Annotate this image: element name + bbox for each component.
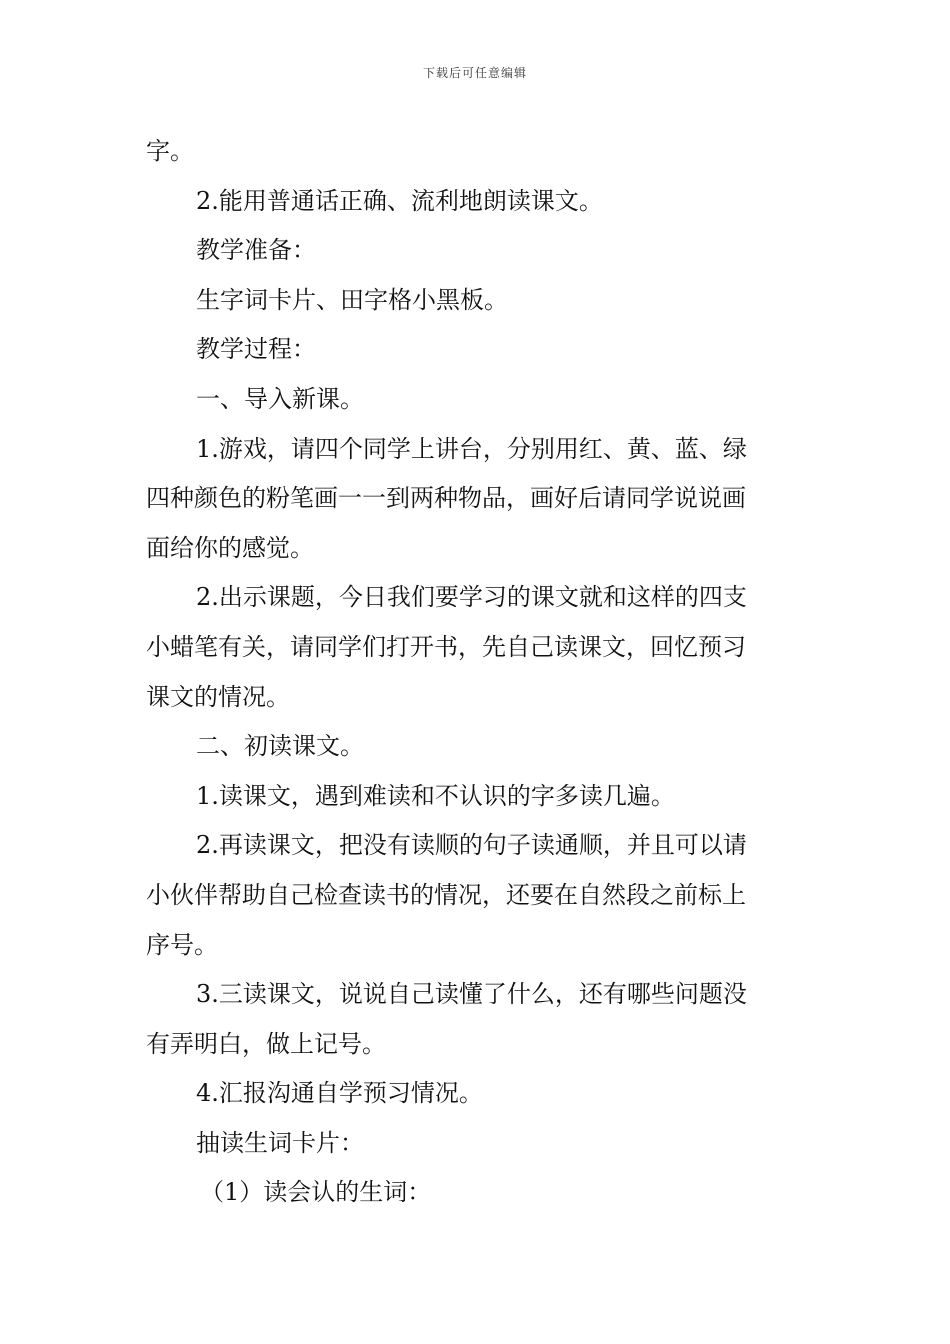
text-line: 小蜡笔有关，请同学们打开书，先自己读课文，回忆预习 bbox=[146, 632, 746, 661]
text-line: 生字词卡片、田字格小黑板。 bbox=[196, 285, 508, 314]
section-heading: 教学准备： bbox=[196, 236, 316, 265]
text-line: 序号。 bbox=[146, 930, 218, 959]
text-line: 课文的情况。 bbox=[146, 682, 290, 711]
text-line: 1.读课文，遇到难读和不认识的字多读几遍。 bbox=[196, 781, 675, 810]
text-line: 2.再读课文，把没有读顺的句子读通顺，并且可以请 bbox=[196, 831, 747, 860]
text-line: 2.能用普通话正确、流利地朗读课文。 bbox=[196, 186, 603, 215]
page-header: 下载后可任意编辑 bbox=[422, 66, 527, 80]
document-body bbox=[146, 127, 810, 1218]
text-line: 有弄明白，做上记号。 bbox=[146, 1029, 386, 1058]
text-line: 四种颜色的粉笔画一一到两种物品，画好后请同学说说画 bbox=[146, 484, 746, 513]
text-line: 2.出示课题，今日我们要学习的课文就和这样的四支 bbox=[196, 583, 747, 612]
text-line: 4.汇报沟通自学预习情况。 bbox=[196, 1079, 483, 1108]
text-line: 抽读生词卡片： bbox=[196, 1128, 364, 1157]
text-line: 3.三读课文，说说自己读懂了什么，还有哪些问题没 bbox=[196, 980, 747, 1009]
section-heading: 二、初读课文。 bbox=[196, 732, 364, 761]
section-heading: 一、导入新课。 bbox=[196, 384, 364, 413]
section-heading: 教学过程： bbox=[196, 335, 316, 364]
text-line: （1）读会认的生词： bbox=[200, 1178, 432, 1207]
text-line: 面给你的感觉。 bbox=[146, 533, 314, 562]
text-line: 1.游戏，请四个同学上讲台，分别用红、黄、蓝、绿 bbox=[196, 434, 747, 463]
text-line: 字。 bbox=[146, 137, 194, 165]
text-line: 小伙伴帮助自己检查读书的情况，还要在自然段之前标上 bbox=[146, 880, 746, 909]
